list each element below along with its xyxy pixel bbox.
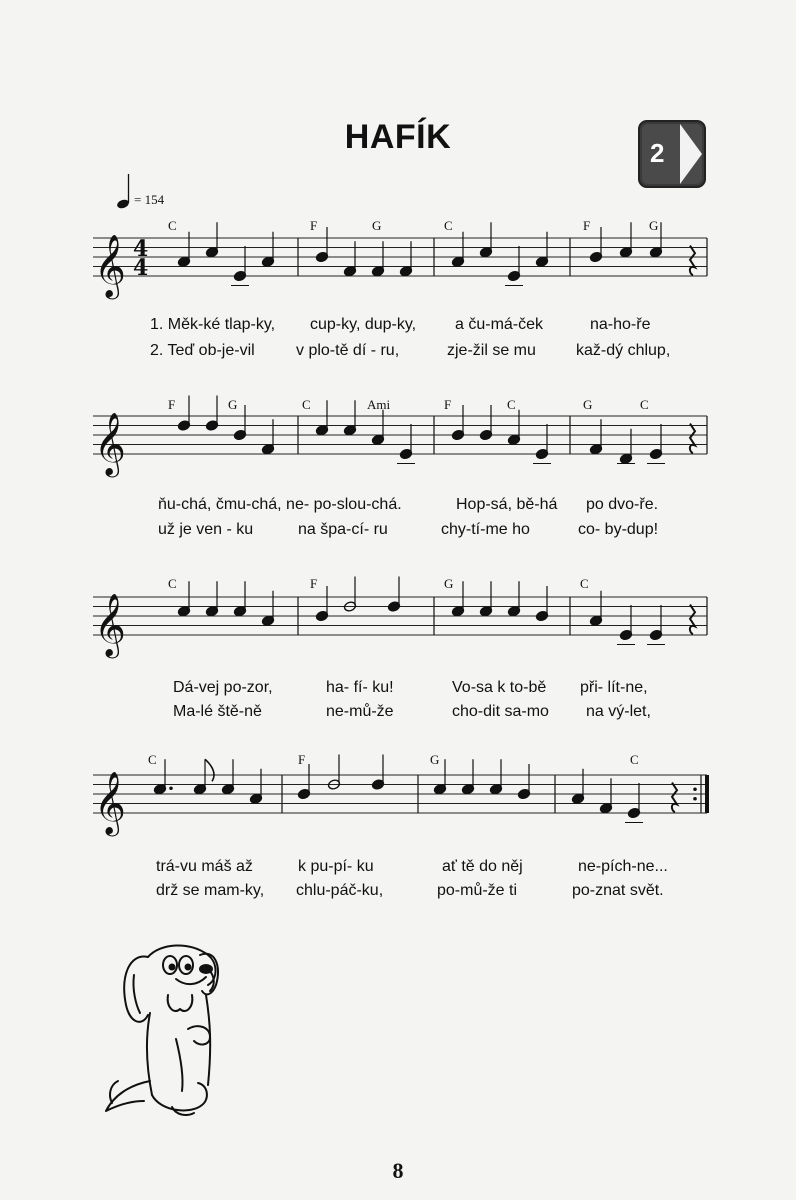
- song-title: HAFÍK: [344, 118, 452, 156]
- chord: C: [168, 218, 177, 233]
- quarter-rest-icon: [690, 605, 695, 634]
- lyric-verse-2: na špa-cí- ru: [298, 521, 388, 538]
- lyric-verse-2: co- by-dup!: [578, 521, 659, 538]
- lyric-verse-2: po-mů-že ti: [437, 882, 518, 899]
- lyric-verse-1: cup-ky, dup-ky,: [310, 316, 417, 333]
- lyric-verse-2: Ma-lé ště-ně: [173, 703, 262, 720]
- repeat-dot: [693, 787, 697, 791]
- chord: C: [580, 576, 589, 591]
- chord: C: [640, 397, 649, 412]
- lyric-verse-2: cho-dit sa-mo: [452, 703, 549, 720]
- quarter-rest-icon: [690, 424, 695, 453]
- chord: F: [444, 397, 452, 412]
- chord: G: [430, 752, 440, 767]
- augmentation-dot: [169, 786, 173, 790]
- chord: F: [583, 218, 591, 233]
- chord: C: [444, 218, 453, 233]
- lyric-verse-2: drž se mam-ky,: [156, 882, 265, 899]
- lyric-verse-1: po dvo-ře.: [586, 496, 659, 513]
- tempo-marking: = 154: [134, 192, 165, 207]
- page-number: 8: [392, 1158, 404, 1183]
- chord: F: [168, 397, 176, 412]
- lyric-verse-2: 2. Teď ob-je-vil: [150, 342, 255, 359]
- chord: G: [583, 397, 593, 412]
- lyric-verse-2: chlu-páč-ku,: [296, 882, 384, 899]
- chord: C: [630, 752, 639, 767]
- lyric-verse-1: 1. Měk-ké tlap-ky,: [150, 316, 276, 333]
- lyric-verse-2: už je ven - ku: [158, 521, 254, 538]
- quarter-rest-icon: [690, 246, 695, 275]
- time-signature: 4: [133, 236, 149, 262]
- lyric-verse-1: trá-vu máš až: [156, 858, 253, 875]
- lyric-verse-1: ha- fí- ku!: [326, 679, 394, 696]
- lyric-verse-1: Hop-sá, bě-há: [456, 496, 558, 513]
- chord: C: [507, 397, 516, 412]
- treble-clef-icon: 𝄞: [94, 412, 126, 475]
- chord: G: [444, 576, 454, 591]
- lyric-verse-2: po-znat svět.: [572, 882, 664, 899]
- chord: C: [302, 397, 311, 412]
- lyric-verse-1: ňu-chá, čmu-chá, ne- po-slou-chá.: [158, 496, 402, 513]
- lyric-verse-1: na-ho-ře: [590, 316, 651, 333]
- note-flag: [205, 759, 214, 781]
- lyric-verse-1: ne-pích-ne...: [578, 858, 668, 875]
- chord: F: [310, 218, 318, 233]
- chord: C: [148, 752, 157, 767]
- chord: G: [372, 218, 382, 233]
- treble-clef-icon: 𝄞: [94, 234, 126, 297]
- track-number: 2: [650, 138, 665, 168]
- lyric-verse-1: ať tě do něj: [442, 858, 523, 875]
- time-signature: 4: [133, 255, 149, 281]
- lyric-verse-1: Dá-vej po-zor,: [173, 679, 273, 696]
- lyric-verse-1: k pu-pí- ku: [298, 858, 374, 875]
- treble-clef-icon: 𝄞: [94, 771, 126, 834]
- chord: C: [168, 576, 177, 591]
- treble-clef-icon: 𝄞: [94, 593, 126, 656]
- lyric-verse-2: kaž-dý chlup,: [576, 342, 671, 359]
- lyric-verse-2: v plo-tě dí - ru,: [296, 342, 400, 359]
- chord: F: [298, 752, 306, 767]
- puppy-illustration: [90, 935, 250, 1125]
- lyric-verse-1: a ču-má-ček: [455, 316, 544, 333]
- lyric-verse-2: na vý-let,: [586, 703, 651, 720]
- chord: G: [228, 397, 238, 412]
- repeat-dot: [693, 797, 697, 801]
- chord: G: [649, 218, 659, 233]
- quarter-rest-icon: [672, 783, 677, 812]
- lyric-verse-1: Vo-sa k to-bě: [452, 679, 547, 696]
- lyric-verse-2: chy-tí-me ho: [441, 521, 530, 538]
- chord: F: [310, 576, 318, 591]
- lyric-verse-2: zje-žil se mu: [447, 342, 536, 359]
- chord: Ami: [367, 397, 391, 412]
- lyric-verse-1: při- lít-ne,: [580, 679, 648, 696]
- lyric-verse-2: ne-mů-že: [326, 703, 394, 720]
